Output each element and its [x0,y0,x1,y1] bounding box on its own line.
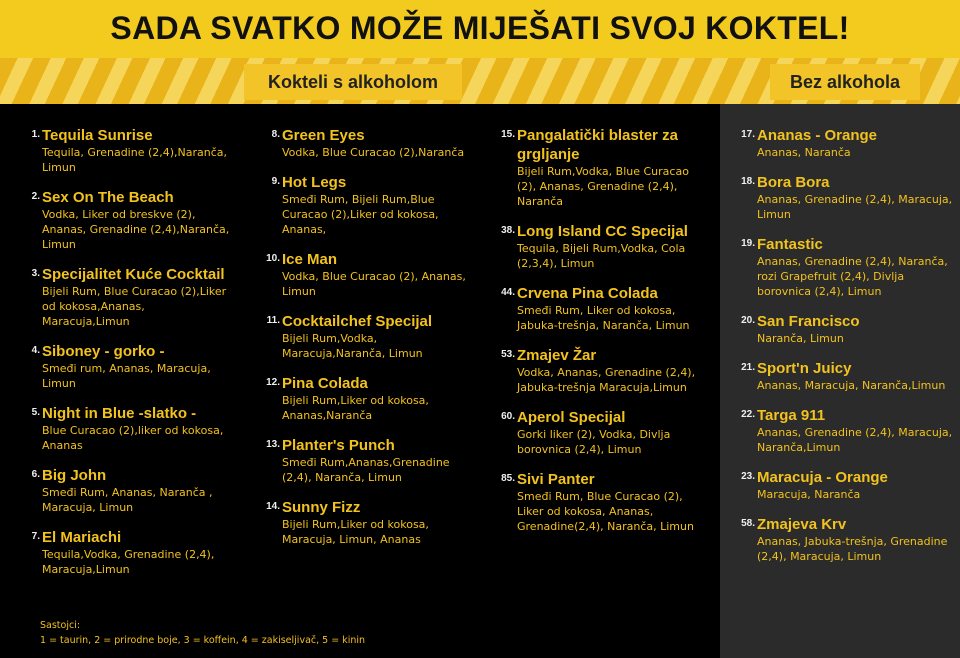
cocktail-name: Ice Man [282,251,338,268]
cocktail-name: Specijalitet Kuće Cocktail [42,266,225,283]
cocktail-ingredients: Tequila, Bijeli Rum,Vodka, Cola (2,3,4), Limun [517,242,686,270]
cocktail-ingredients: Bijeli Rum, Blue Curacao (2),Liker od kokosa,Ananas, Maracuja,Limun [42,285,227,328]
cocktail-name: Maracuja - Orange [757,469,888,486]
cocktail-number: 8. [271,129,280,140]
cocktail-item [495,222,710,271]
cocktail-ingredients: Vodka, Ananas, Grenadine (2,4), Jabuka-trešnja Maracuja,Limun [517,366,696,394]
cocktail-number: 7. [31,531,40,542]
cocktail-number: 53. [501,349,515,360]
cocktail-name: Hot Legs [282,174,347,191]
cocktail-number: 3. [31,268,40,279]
cocktail-item [495,346,710,395]
cocktail-item [495,470,710,534]
cocktail-number: 60. [501,411,515,422]
cocktail-name: Tequila Sunrise [42,127,153,144]
cocktail-number: 21. [741,362,755,373]
cocktail-item [260,173,470,237]
cocktail-ingredients: Smeđi Rum, Liker od kokosa, Jabuka-trešnja, Naranča, Limun [517,304,690,332]
cocktail-number: 22. [741,409,755,420]
cocktail-name: San Francisco [757,313,860,330]
cocktail-item [20,466,230,515]
cocktail-number: 23. [741,471,755,482]
cocktail-item [260,126,470,160]
cocktail-column-4 [735,126,955,577]
cocktail-item [735,406,955,455]
cocktail-number: 15. [501,129,515,140]
cocktail-ingredients: Naranča, Limun [757,332,844,345]
cocktail-column-1 [20,126,230,590]
cocktail-number: 85. [501,473,515,484]
cocktail-name: Zmajev Žar [517,347,597,364]
cocktail-number: 18. [741,176,755,187]
cocktail-name: Sunny Fizz [282,499,361,516]
cocktail-column-2 [260,126,470,560]
cocktail-item [735,359,955,393]
cocktail-name: Pina Colada [282,375,368,392]
cocktail-number: 13. [266,439,280,450]
cocktail-ingredients: Vodka, Blue Curacao (2),Naranča [282,146,465,159]
cocktail-number: 5. [31,407,40,418]
cocktail-item [735,468,955,502]
cocktail-item [260,436,470,485]
cocktail-number: 38. [501,225,515,236]
cocktail-number: 6. [31,469,40,480]
cocktail-item [735,126,955,160]
cocktail-ingredients: Blue Curacao (2),liker od kokosa, Ananas [42,424,224,452]
cocktail-name: Sivi Panter [517,471,595,488]
cocktail-ingredients: Smeđi rum, Ananas, Maracuja, Limun [42,362,211,390]
cocktail-name: Long Island CC Specijal [517,223,688,240]
cocktail-item [260,312,470,361]
cocktail-number: 10. [266,253,280,264]
cocktail-name: Pangalatički blaster za grgljanje [517,127,678,163]
cocktail-item [260,374,470,423]
cocktail-item [735,173,955,222]
section-header-non-alcoholic: Bez alkohola [770,64,920,100]
cocktail-ingredients: Ananas, Grenadine (2,4), Naranča, rozi Grapefruit (2,4), Divlja borovnica (2,4), Limun [757,255,948,298]
cocktail-item [735,515,955,564]
cocktail-ingredients: Vodka, Liker od breskve (2), Ananas, Grenadine (2,4),Naranča, Limun [42,208,230,251]
cocktail-name: Planter's Punch [282,437,395,454]
cocktail-ingredients: Bijeli Rum,Liker od kokosa, Ananas,Naranča [282,394,429,422]
page-title: SADA SVATKO MOŽE MIJEŠATI SVOJ KOKTEL! [110,10,850,46]
cocktail-number: 2. [31,191,40,202]
cocktail-name: Big John [42,467,107,484]
cocktail-number: 44. [501,287,515,298]
cocktail-item [735,312,955,346]
cocktail-name: Crvena Pina Colada [517,285,658,302]
cocktail-name: Green Eyes [282,127,365,144]
cocktail-name: Night in Blue -slatko - [42,405,197,422]
cocktail-number: 20. [741,315,755,326]
cocktail-item [20,528,230,577]
cocktail-name: Siboney - gorko - [42,343,165,360]
cocktail-number: 17. [741,129,755,140]
legend-heading: Sastojci: [40,620,81,631]
cocktail-ingredients: Maracuja, Naranča [757,488,861,501]
cocktail-ingredients: Tequila, Grenadine (2,4),Naranča, Limun [42,146,228,174]
cocktail-item [20,126,230,175]
cocktail-item [495,408,710,457]
cocktail-column-3 [495,126,710,547]
cocktail-number: 19. [741,238,755,249]
cocktail-item [495,284,710,333]
cocktail-ingredients: Smeđi Rum,Ananas,Grenadine (2,4), Naranča, Limun [282,456,450,484]
cocktail-name: El Mariachi [42,529,122,546]
cocktail-item [20,404,230,453]
cocktail-item [495,126,710,209]
cocktail-name: Bora Bora [757,174,830,191]
cocktail-item [260,250,470,299]
cocktail-number: 4. [31,345,40,356]
cocktail-ingredients: Ananas, Grenadine (2,4), Maracuja, Naranča,Limun [757,426,953,454]
cocktail-item [260,498,470,547]
cocktail-ingredients: Gorki liker (2), Vodka, Divlja borovnica (2,4), Limun [517,428,671,456]
cocktail-ingredients: Vodka, Blue Curacao (2), Ananas, Limun [282,270,466,298]
cocktail-item [20,188,230,252]
ingredients-legend [40,618,365,648]
cocktail-ingredients: Ananas, Naranča [757,146,851,159]
cocktail-name: Fantastic [757,236,823,253]
cocktail-number: 11. [266,315,280,326]
legend-text: 1 = taurin, 2 = prirodne boje, 3 = koffein, 4 = zakiseljivač, 5 = kinin [40,635,366,646]
cocktail-ingredients: Bijeli Rum,Vodka, Blue Curacao (2), Ananas, Grenadine (2,4), Naranča [517,165,689,208]
section-header-alcoholic: Kokteli s alkoholom [244,64,462,100]
cocktail-ingredients: Bijeli Rum,Vodka, Maracuja,Naranča, Limun [282,332,423,360]
cocktail-ingredients: Ananas, Jabuka-trešnja, Grenadine (2,4), Maracuja, Limun [757,535,948,563]
cocktail-ingredients: Bijeli Rum,Liker od kokosa, Maracuja, Limun, Ananas [282,518,429,546]
cocktail-name: Ananas - Orange [757,127,878,144]
cocktail-ingredients: Tequila,Vodka, Grenadine (2,4), Maracuja,Limun [42,548,215,576]
cocktail-number: 1. [31,129,40,140]
cocktail-name: Aperol Specijal [517,409,626,426]
cocktail-number: 58. [741,518,755,529]
cocktail-item [735,235,955,299]
cocktail-name: Targa 911 [757,407,826,424]
cocktail-ingredients: Smeđi Rum, Ananas, Naranča , Maracuja, Limun [42,486,213,514]
cocktail-number: 12. [266,377,280,388]
cocktail-ingredients: Smeđi Rum, Bijeli Rum,Blue Curacao (2),Liker od kokosa, Ananas, [282,193,439,236]
cocktail-ingredients: Smeđi Rum, Blue Curacao (2), Liker od kokosa, Ananas, Grenadine(2,4), Naranča, Limun [517,490,694,533]
cocktail-name: Sport'n Juicy [757,360,852,377]
cocktail-name: Zmajeva Krv [757,516,847,533]
cocktail-number: 14. [266,501,280,512]
cocktail-ingredients: Ananas, Maracuja, Naranča,Limun [757,379,946,392]
cocktail-item [20,342,230,391]
cocktail-name: Cocktailchef Specijal [282,313,433,330]
cocktail-ingredients: Ananas, Grenadine (2,4), Maracuja, Limun [757,193,953,221]
cocktail-item [20,265,230,329]
cocktail-name: Sex On The Beach [42,189,174,206]
cocktail-number: 9. [271,176,280,187]
